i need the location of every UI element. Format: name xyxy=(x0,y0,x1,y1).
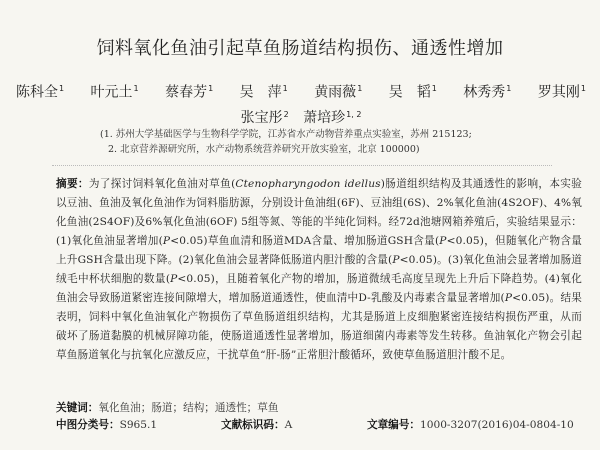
abstract-label: 摘要： xyxy=(56,178,89,190)
author-affiliation-mark: 1 xyxy=(431,84,437,93)
abstract-text: <0.05)。结果表明，饲料中氧化鱼油氧化产物损伤了草鱼肠道组织结构，尤其是肠道上皮细胞紧密连接结构损伤严重，从而破坏了肠道黏膜的机械屏障功能，使肠道通透性显著增加，肠道细菌内毒素等发生转移。鱼油氧化产物会引起草鱼肠道氧化与抗氧化应激反应，干扰草鱼“肝-肠”正常胆汁酸循环，致使草鱼肠道胆汁酸不足。 xyxy=(56,292,582,361)
stat-symbol: P xyxy=(504,292,513,304)
author-affiliation-mark: 1, 2 xyxy=(346,109,362,119)
stat-symbol: P xyxy=(392,254,400,266)
author-affiliation-mark: 1 xyxy=(59,84,65,93)
section-divider xyxy=(52,165,552,166)
classification-line xyxy=(56,417,582,434)
author-list xyxy=(16,78,586,129)
stat-symbol: P xyxy=(162,235,171,247)
species-name: Ctenopharyngodon idellus xyxy=(235,178,381,190)
author-affiliation-mark: 1 xyxy=(282,84,288,93)
author-affiliation-mark: 1 xyxy=(506,84,512,93)
author: 罗其刚$^1$ xyxy=(537,84,586,101)
author: 林秀秀$^1$ xyxy=(463,84,512,101)
author-affiliation-mark: 2 xyxy=(283,109,289,119)
abstract-text: 为了探讨饲料氧化鱼油对草鱼( xyxy=(88,178,236,190)
document-code: 文献标识码：A xyxy=(221,419,293,431)
author-affiliation-mark: 1 xyxy=(208,84,214,93)
affiliations xyxy=(100,127,570,157)
author: 吴 萍$^1$ xyxy=(239,84,288,101)
stat-symbol: P xyxy=(439,235,447,247)
keywords xyxy=(56,400,582,417)
abstract-text: <0.05)，但随氧化产物含量上升GSH含量出现下降。(2)氧化鱼油会显著降低肠道内胆汁酸的含量( xyxy=(56,235,582,266)
author-row-2 xyxy=(16,104,586,130)
affiliation-1: (1. 苏州大学基础医学与生物科学学院，江苏省水产动物营养重点实验室，苏州 215123; xyxy=(100,129,472,140)
abstract xyxy=(56,175,582,365)
author-affiliation-mark: 1 xyxy=(133,84,139,93)
author: 叶元土$^1$ xyxy=(90,84,139,101)
clc-number: 中图分类号：S965.1 xyxy=(56,419,158,431)
abstract-text: )肠道组织结构及其通透性的影响，本实验以豆油、鱼油及氧化鱼油作为饲料脂肪源，分别设计鱼油组(6F)、豆油组(6S)、2%氧化鱼油(4S2OF)、4%氧化鱼油(2S4OF)及6%氧化鱼油(6OF) 5组等氮、等能的半纯化饲料。经72d池塘网箱养殖后，实验结果显示：(1)氧化鱼油显著增加( xyxy=(56,178,582,247)
affiliation-2: 2. 北京营养源研究所，水产动物系统营养研究开放实验室，北京 100000) xyxy=(108,144,420,155)
author: 陈科全$^1$ xyxy=(16,84,65,101)
keywords-value: 氧化鱼油；肠道；结构；通透性；草鱼 xyxy=(98,402,279,414)
author-affiliation-mark: 1 xyxy=(357,84,363,93)
author-row-1 xyxy=(16,78,586,104)
author: 张宝彤$^2$ xyxy=(240,109,289,127)
keywords-label: 关键词： xyxy=(56,402,99,414)
author-affiliation-mark: 1 xyxy=(580,84,586,93)
abstract-text: <0.05)，且随着氧化产物的增加，肠道微绒毛高度呈现先上升后下降趋势。(4)氧化鱼油会导致肠道紧密连接间隙增大，增加肠道通透性，使血清中D-乳酸及内毒素含量显著增加( xyxy=(56,273,582,304)
author: 黄雨薇$^1$ xyxy=(314,84,363,101)
abstract-text: <0.05)。(3)氧化鱼油会显著增加肠道绒毛中杯状细胞的数量( xyxy=(56,254,582,285)
author: 蔡春芳$^1$ xyxy=(165,84,214,101)
stat-symbol: P xyxy=(170,273,178,285)
paper-title: 饲料氧化鱼油引起草鱼肠道结构损伤、通透性增加 xyxy=(96,38,504,59)
author: 吴 韬$^1$ xyxy=(388,84,437,101)
abstract-text: <0.05)草鱼血清和肠道MDA含量、增加肠道GSH含量( xyxy=(170,235,440,247)
article-number: 文章编号：1000-3207(2016)04-0804-10 xyxy=(367,419,574,431)
author: 萧培珍$^{1, 2}$ xyxy=(303,109,362,127)
